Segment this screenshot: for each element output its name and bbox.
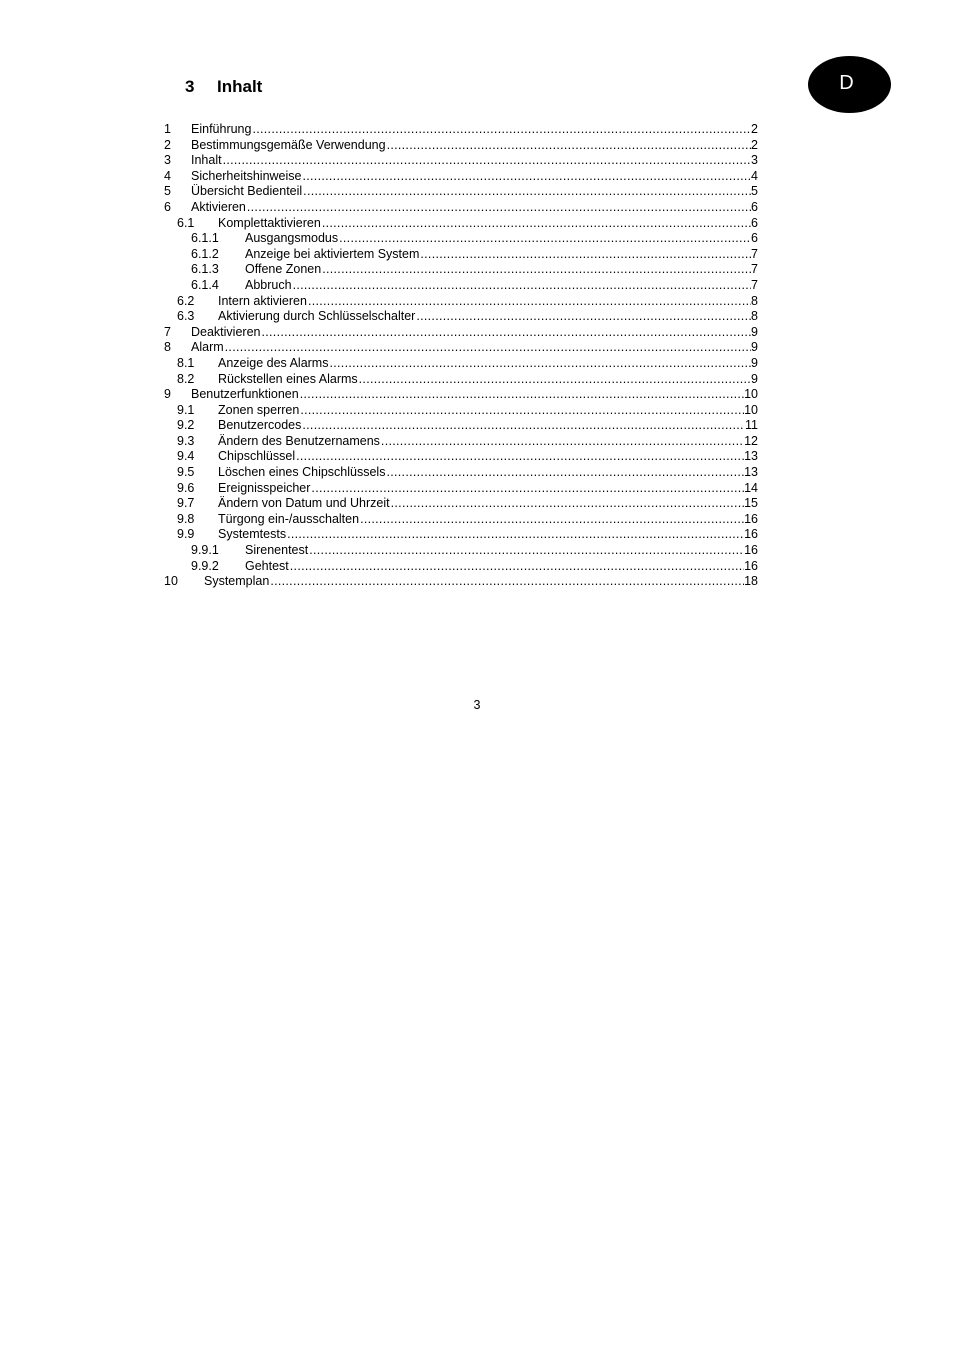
toc-leader-dots (387, 138, 751, 154)
toc-entry-page: 10 (744, 387, 758, 402)
toc-entry-body (218, 434, 758, 450)
toc-entry-page: 12 (744, 433, 758, 448)
toc-entry-number: 2 (164, 137, 171, 152)
toc-entry-title[interactable]: Bestimmungsgemäße Verwendung (191, 137, 386, 152)
toc-entry-title[interactable]: Ereignisspeicher (218, 480, 311, 495)
toc-entry-page: 2 (751, 122, 758, 136)
toc-entry-body (218, 465, 758, 481)
toc-entry[interactable] (164, 559, 758, 575)
toc-entry-body (191, 122, 758, 138)
toc-entry-page: 3 (751, 153, 758, 168)
section-heading-title: Inhalt (217, 77, 263, 96)
toc-entry-title[interactable]: Abbruch (245, 277, 292, 292)
toc-entry[interactable] (164, 278, 758, 294)
toc-entry-body (191, 387, 758, 403)
toc-leader-dots (252, 122, 751, 138)
toc-entry-number: 8.1 (177, 355, 195, 370)
toc-entry-page: 9 (751, 371, 758, 386)
toc-entry-page: 13 (744, 449, 758, 464)
page-number: 3 (473, 698, 481, 712)
toc-entry[interactable] (164, 481, 758, 497)
toc-entry[interactable] (164, 294, 758, 310)
toc-entry-number: 6.3 (177, 309, 195, 324)
toc-entry-body (245, 247, 758, 263)
toc-entry-number: 6.1.4 (191, 277, 219, 292)
toc-entry-title[interactable]: Systemplan (204, 574, 270, 589)
toc-entry-body (191, 200, 758, 216)
toc-entry-page: 7 (751, 246, 758, 261)
toc-leader-dots (300, 403, 744, 419)
toc-entry-body (191, 184, 758, 200)
toc-entry-page: 16 (744, 558, 758, 573)
toc-entry-body (218, 216, 758, 232)
toc-entry-page: 6 (751, 199, 758, 214)
toc-entry[interactable] (164, 574, 758, 590)
toc-entry[interactable] (164, 387, 758, 403)
toc-entry[interactable] (164, 512, 758, 528)
toc-entry-body (218, 372, 758, 388)
toc-entry-body (191, 325, 758, 341)
toc-entry-number: 6 (164, 199, 171, 214)
toc-entry-title[interactable]: Sirenentest (245, 543, 309, 558)
toc-entry-number: 6.2 (177, 293, 195, 308)
toc-entry-body (218, 309, 758, 325)
toc-leader-dots (339, 231, 751, 247)
toc-entry-page: 5 (751, 184, 758, 199)
toc-entry[interactable] (164, 184, 758, 200)
toc-entry[interactable] (164, 449, 758, 465)
toc-entry-page: 10 (744, 402, 758, 417)
toc-entry-body (191, 340, 758, 356)
toc-entry-title[interactable]: Rückstellen eines Alarms (218, 371, 358, 386)
toc-entry-number: 5 (164, 184, 171, 199)
toc-entry-body (245, 278, 758, 294)
toc-entry-body (218, 418, 758, 434)
toc-entry-number: 9.2 (177, 418, 195, 433)
toc-entry-number: 6.1.3 (191, 262, 219, 277)
toc-entry-body (191, 138, 758, 154)
toc-entry[interactable] (164, 465, 758, 481)
toc-entry-page: 8 (751, 309, 758, 324)
toc-entry-body (245, 231, 758, 247)
toc-entry-number: 3 (164, 153, 171, 168)
toc-entry-title[interactable]: Ändern von Datum und Uhrzeit (218, 496, 390, 511)
toc-entry-number: 1 (164, 122, 171, 136)
toc-leader-dots (300, 387, 744, 403)
language-badge (808, 56, 891, 113)
toc-entry-number: 9.9 (177, 527, 195, 542)
toc-entry[interactable] (164, 262, 758, 278)
toc-entry-body (218, 403, 758, 419)
toc-entry-page: 15 (744, 496, 758, 511)
toc-entry-number: 6.1.2 (191, 246, 219, 261)
language-badge-label: D (839, 72, 854, 94)
toc-entry-number: 8 (164, 340, 171, 355)
toc-entry-number: 8.2 (177, 371, 195, 386)
toc-entry-number: 9.8 (177, 511, 195, 526)
toc-entry-body (191, 169, 758, 185)
toc-entry-title[interactable]: Türgong ein-/ausschalten (218, 511, 360, 526)
toc-entry[interactable] (164, 356, 758, 372)
toc-entry-page: 16 (744, 527, 758, 542)
toc-leader-dots (302, 418, 745, 434)
toc-entry-page: 7 (751, 277, 758, 292)
table-of-contents (164, 122, 758, 590)
toc-leader-dots (420, 247, 751, 263)
toc-entry-page: 4 (751, 168, 758, 183)
toc-leader-dots (386, 465, 744, 481)
toc-leader-dots (247, 200, 751, 216)
toc-entry[interactable] (164, 418, 758, 434)
toc-entry[interactable] (164, 231, 758, 247)
toc-entry-number: 9.7 (177, 496, 195, 511)
toc-entry-body (218, 512, 758, 528)
toc-entry[interactable] (164, 200, 758, 216)
section-heading (185, 77, 262, 97)
toc-entry[interactable] (164, 403, 758, 419)
toc-entry-title[interactable]: Ausgangsmodus (245, 231, 339, 246)
toc-entry[interactable] (164, 122, 758, 138)
toc-entry-title[interactable]: Einführung (191, 122, 252, 136)
toc-entry-body (245, 262, 758, 278)
toc-entry-page: 6 (751, 231, 758, 246)
toc-entry-page: 8 (751, 293, 758, 308)
toc-entry-title[interactable]: Benutzercodes (218, 418, 302, 433)
toc-entry-title[interactable]: Anzeige bei aktiviertem System (245, 246, 420, 261)
toc-entry-page: 11 (745, 418, 758, 433)
toc-leader-dots (416, 309, 751, 325)
toc-entry-title[interactable]: Aktivierung durch Schlüsselschalter (218, 309, 416, 324)
toc-entry[interactable] (164, 309, 758, 325)
toc-leader-dots (225, 340, 751, 356)
toc-entry-number: 10 (164, 574, 178, 589)
toc-entry-body (218, 449, 758, 465)
toc-leader-dots (287, 527, 744, 543)
toc-leader-dots (359, 372, 751, 388)
toc-leader-dots (302, 169, 751, 185)
toc-entry-title[interactable]: Intern aktivieren (218, 293, 307, 308)
toc-leader-dots (360, 512, 744, 528)
toc-leader-dots (303, 184, 751, 200)
toc-entry-page: 9 (751, 340, 758, 355)
toc-entry[interactable] (164, 138, 758, 154)
toc-leader-dots (311, 481, 744, 497)
toc-leader-dots (290, 559, 744, 575)
toc-entry-body (218, 527, 758, 543)
toc-leader-dots (296, 449, 744, 465)
toc-entry-title[interactable]: Übersicht Bedienteil (191, 184, 303, 199)
toc-leader-dots (322, 216, 751, 232)
toc-entry-number: 9.5 (177, 465, 195, 480)
toc-entry[interactable] (164, 527, 758, 543)
toc-entry-body (218, 481, 758, 497)
toc-entry-number: 9.4 (177, 449, 195, 464)
toc-entry-number: 9 (164, 387, 171, 402)
toc-leader-dots (261, 325, 751, 341)
toc-entry-title[interactable]: Alarm (191, 340, 224, 355)
toc-entry-number: 4 (164, 168, 171, 183)
toc-entry[interactable] (164, 216, 758, 232)
toc-entry-number: 9.9.1 (191, 543, 219, 558)
toc-entry-body (245, 543, 758, 559)
toc-entry-number: 9.1 (177, 402, 195, 417)
toc-entry-title[interactable]: Anzeige des Alarms (218, 355, 329, 370)
toc-entry-page: 16 (744, 543, 758, 558)
toc-leader-dots (322, 262, 751, 278)
toc-entry-number: 9.3 (177, 433, 195, 448)
toc-entry-title[interactable]: Deaktivieren (191, 324, 261, 339)
toc-entry[interactable] (164, 153, 758, 169)
toc-entry-title[interactable]: Gehtest (245, 558, 289, 573)
toc-entry-title[interactable]: Offene Zonen (245, 262, 322, 277)
toc-entry-title[interactable]: Ändern des Benutzernamens (218, 433, 380, 448)
toc-entry-page: 7 (751, 262, 758, 277)
toc-entry-page: 13 (744, 465, 758, 480)
toc-entry[interactable] (164, 169, 758, 185)
toc-entry[interactable] (164, 372, 758, 388)
toc-entry-body (218, 294, 758, 310)
toc-entry-title[interactable]: Benutzerfunktionen (191, 387, 299, 402)
toc-leader-dots (391, 496, 744, 512)
toc-entry-title[interactable]: Komplettaktivieren (218, 215, 321, 230)
toc-entry-page: 18 (744, 574, 758, 589)
toc-entry[interactable] (164, 340, 758, 356)
toc-entry-title[interactable]: Aktivieren (191, 199, 246, 214)
toc-entry-title[interactable]: Löschen eines Chipschlüssels (218, 465, 386, 480)
toc-entry-body (245, 559, 758, 575)
toc-entry-body (204, 574, 758, 590)
toc-entry[interactable] (164, 496, 758, 512)
toc-entry-title[interactable]: Sicherheitshinweise (191, 168, 302, 183)
toc-entry-page: 16 (744, 511, 758, 526)
toc-entry-number: 6.1.1 (191, 231, 219, 246)
toc-entry-page: 14 (744, 480, 758, 495)
toc-entry-title[interactable]: Systemtests (218, 527, 287, 542)
toc-entry[interactable] (164, 434, 758, 450)
toc-leader-dots (381, 434, 744, 450)
toc-entry-page: 2 (751, 137, 758, 152)
toc-entry[interactable] (164, 247, 758, 263)
toc-entry-page: 6 (751, 215, 758, 230)
toc-entry[interactable] (164, 325, 758, 341)
toc-entry-title[interactable]: Zonen sperren (218, 402, 300, 417)
toc-leader-dots (293, 278, 751, 294)
toc-entry-title[interactable]: Chipschlüssel (218, 449, 296, 464)
toc-leader-dots (223, 153, 751, 169)
toc-leader-dots (308, 294, 751, 310)
toc-entry-title[interactable]: Inhalt (191, 153, 222, 168)
toc-entry-number: 7 (164, 324, 171, 339)
toc-entry-page: 9 (751, 324, 758, 339)
toc-entry[interactable] (164, 543, 758, 559)
toc-leader-dots (329, 356, 751, 372)
toc-leader-dots (309, 543, 744, 559)
toc-entry-number: 9.9.2 (191, 558, 219, 573)
toc-entry-body (191, 153, 758, 169)
toc-entry-body (218, 356, 758, 372)
toc-entry-number: 6.1 (177, 215, 195, 230)
toc-leader-dots (270, 574, 744, 590)
toc-entry-body (218, 496, 758, 512)
toc-entry-number: 9.6 (177, 480, 195, 495)
toc-entry-page: 9 (751, 355, 758, 370)
section-heading-number: 3 (185, 77, 195, 96)
